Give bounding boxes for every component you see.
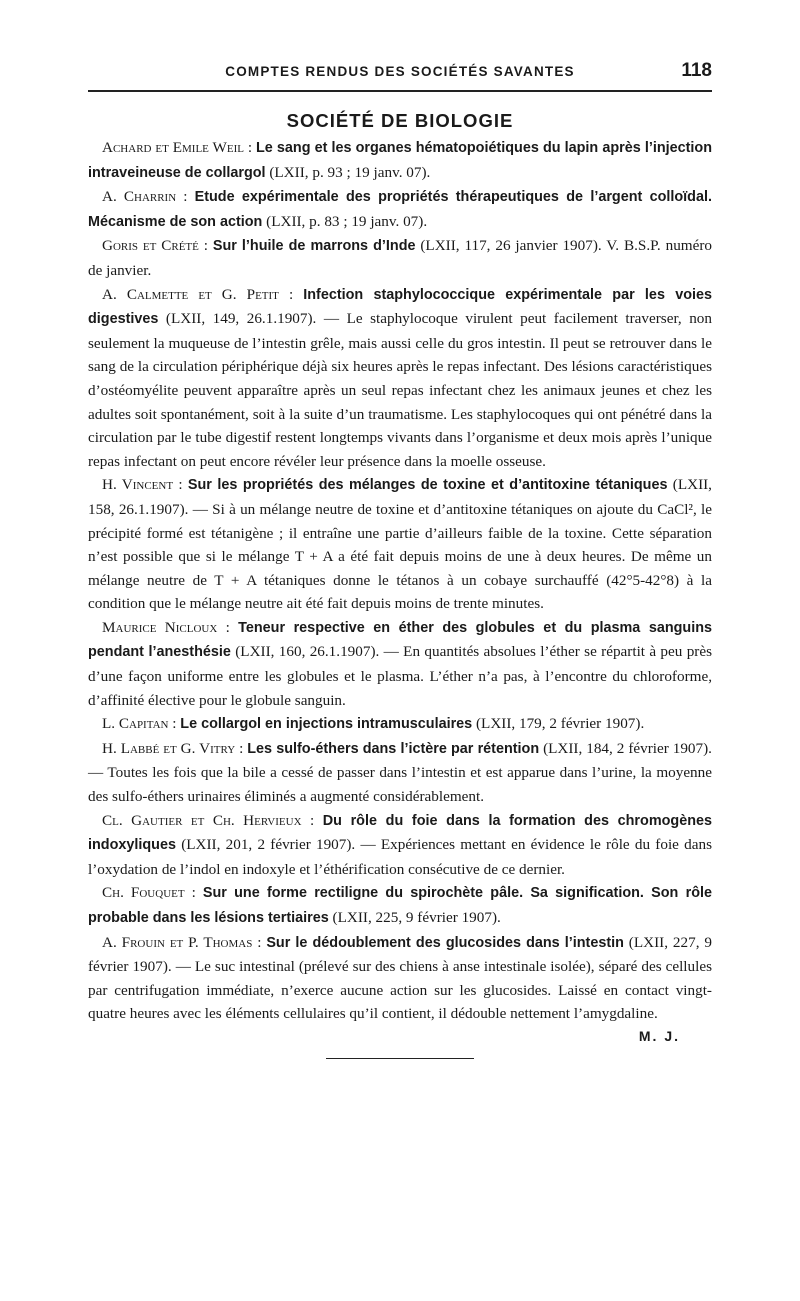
entry-body: — En quantités absolues l’éther se répartit à peu près d’une façon uniforme entre les globules et le plasma. L’éther n’a pas, à l’encontre du chloroforme, d’affinité élective pour le globule sanguin. — [88, 643, 712, 709]
entry: Goris et Crété : Sur l’huile de marrons d’Inde (LXII, 117, 26 janvier 1907). V. B.S.P. numéro de janvier. — [88, 237, 712, 279]
entry-list — [88, 136, 712, 1026]
entry-authors: A. Calmette et G. Petit — [102, 285, 279, 303]
end-rule — [326, 1058, 474, 1059]
entry-reference: (LXII, 117, 26 janvier 1907). V. B.S.P. numéro de janvier. — [88, 237, 712, 279]
entry-body: — Si à un mélange neutre de toxine et d’antitoxine tétaniques on ajoute du CaCl², le précipité formé est tétanigène ; il entraîne une partie d’ailleurs faible de la toxine. Cette séparation n’est possible que si le mélange T + A a été fait depuis moins de une à deux heures. De même un mélange neutre de T + A tétaniques donne le tétanos à un cobaye surchauffé (42°5-42°8) à la condition que le mélange neutre ait été fait depuis moins de trente minutes. — [88, 500, 713, 613]
entry-authors: Achard et Emile Weil — [102, 139, 244, 156]
entry: H. Vincent : Sur les propriétés des mélanges de toxine et d’antitoxine tétaniques (LXII, 158, 26.1.1907). — Si à un mélange neutre de toxine et d’antitoxine tétaniques on ajoute du CaCl², le précipité formé est tétanigène ; il entraîne une partie d’ailleurs faible de la toxine. Cette séparation n’est possible que si le mélange T + A a été fait depuis moins de une à deux heures. De même un mélange neutre de T + A tétaniques donne le tétanos à un cobaye surchauffé (42°5-42°8) à la condition que le mélange neutre ait été fait depuis moins de trente minutes. — [88, 476, 713, 613]
entry-title: Sur le dédoublement des glucosides dans l’intestin — [266, 934, 624, 951]
entry-reference: (LXII, 158, 26.1.1907). — [88, 476, 712, 518]
entry-title: Sur une forme rectiligne du spirochète pâle. Sa signification. Son rôle probable dans les lésions tertiaires — [88, 885, 712, 926]
running-title: COMPTES RENDUS DES SOCIÉTÉS SAVANTES — [225, 64, 575, 79]
page-number: 118 — [681, 60, 712, 81]
entry: H. Labbé et G. Vitry : Les sulfo-éthers dans l’ictère par rétention (LXII, 184, 2 février 1907). — Toutes les fois que la bile a cessé de passer dans l’intestin et est apparue dans l’urine, la moyenne des sulfo-éthers urinaires éliminés a augmenté considérablement. — [88, 739, 712, 806]
entry-reference: (LXII, p. 93 ; 19 janv. 07). — [265, 163, 431, 181]
entry: A. Frouin et P. Thomas : Sur le dédoublement des glucosides dans l’intestin (LXII, 227, 9 février 1907). — Le suc intestinal (prélevé sur des chiens à anse intestinale isolée), séparé des cellules par centrifugation immédiate, n’exerce aucune action sur les glucosides. Laissé en contact vingt-quatre heures avec les éléments cellulaires qu’il contient, il dédouble nettement l’amygdaline. — [88, 933, 712, 1023]
entry-authors: L. Capitan — [102, 715, 169, 733]
signature: M. J. — [638, 1027, 680, 1044]
entry-title: Sur les propriétés des mélanges de toxine et d’antitoxine tétaniques — [187, 477, 668, 494]
entry-reference: (LXII, 225, 9 février 1907). — [328, 909, 501, 926]
entry-body: — Le staphylocoque virulent peut facilement traverser, non seulement la muqueuse de l’intestin grêle, mais aussi celle du gros intestin. Il peut se retrouver dans le sang de la circulation périphérique déjà six heures après le repas infectant. Des lésions caractéristiques d’ostéomyélite peuvent apparaître après un seul repas infectant chez les animaux jeunes et chez les adultes soit spontanément, soit à la suite d’un traumatisme. Les staphylocoques qui ont pénétré dans la circulation par le tube digestif restent longtemps vivants dans l’organisme et deux mois après l’unique repas infectant on peut encore révéler leur présence dans la moelle osseuse. — [88, 310, 712, 470]
entry-title: Les sulfo-éthers dans l’ictère par rétention — [247, 740, 540, 757]
entry-reference: (LXII, 179, 2 février 1907). — [472, 715, 645, 733]
entry-authors: Ch. Fouquet — [102, 884, 185, 902]
entry-authors: A. Frouin et P. Thomas — [102, 933, 253, 951]
entry-reference: (LXII, p. 83 ; 19 janv. 07). — [262, 212, 428, 230]
entry-authors: Cl. Gautier et Ch. Hervieux — [102, 811, 302, 829]
entry-body: — Toutes les fois que la bile a cessé de passer dans l’intestin et est apparue dans l’urine, la moyenne des sulfo-éthers urinaires éliminés a augmenté considérablement. — [88, 764, 712, 806]
entry-authors: Goris et Crété — [102, 237, 199, 255]
entry: A. Charrin : Etude expérimentale des propriétés thérapeutiques de l’argent colloïdal. Mécanisme de son action (LXII, p. 83 ; 19 janv. 07). — [88, 188, 712, 230]
entry-reference: (LXII, 160, 26.1.1907). — [230, 643, 380, 661]
entry-authors: H. Vincent — [102, 476, 174, 494]
entry-authors: H. Labbé et G. Vitry — [102, 739, 236, 757]
entry-title: Sur l’huile de marrons d’Inde — [212, 238, 416, 255]
entry-title: Teneur respective en éther des globules et du plasma sanguins pendant l’anesthésie — [88, 619, 713, 661]
entry-authors: Maurice Nicloux — [102, 618, 218, 636]
entry-title: Etude expérimentale des propriétés thérapeutiques de l’argent colloïdal. Mécanisme de son action — [88, 189, 712, 230]
section-title: SOCIÉTÉ DE BIOLOGIE — [286, 110, 514, 131]
entry-title: Infection staphylococcique expérimentale par les voies digestives — [88, 286, 712, 328]
entry: Achard et Emile Weil : Le sang et les organes hématopoiétiques du lapin après l’injection intraveineuse de collargol (LXII, p. 93 ; 19 janv. 07). — [88, 139, 712, 181]
entry: Cl. Gautier et Ch. Hervieux : Du rôle du foie dans la formation des chromogènes indoxyliques (LXII, 201, 2 février 1907). — Expériences mettant en évidence le rôle du foie dans l’oxydation de l’indol en indoxyle et l’éthérification consécutive de ce dernier. — [88, 811, 712, 878]
entry-title: Le sang et les organes hématopoiétiques du lapin après l’injection intraveineuse de collargol — [88, 140, 712, 181]
entry-body: — Expériences mettant en évidence le rôle du foie dans l’oxydation de l’indol en indoxyle et l’éthérification consécutive de ce dernier. — [88, 836, 712, 878]
entry: Ch. Fouquet : Sur une forme rectiligne du spirochète pâle. Sa signification. Son rôle probable dans les lésions tertiaires (LXII, 225, 9 février 1907). — [88, 884, 712, 926]
entry: L. Capitan : Le collargol en injections intramusculaires (LXII, 179, 2 février 1907). — [102, 715, 645, 733]
running-header — [88, 62, 712, 92]
entry-reference: (LXII, 149, 26.1.1907). — [158, 310, 317, 328]
entry-reference: (LXII, 227, 9 février 1907). — [88, 933, 712, 976]
entry: Maurice Nicloux : Teneur respective en éther des globules et du plasma sanguins pendant l’anesthésie (LXII, 160, 26.1.1907). — En quantités absolues l’éther se répartit à peu près d’une façon uniforme entre les globules et le plasma. L’éther n’a pas, à l’encontre du chloroforme, d’affinité élective pour le globule sanguin. — [88, 618, 713, 709]
entry-body: — Le suc intestinal (prélevé sur des chiens à anse intestinale isolée), séparé des cellules par centrifugation immédiate, n’exerce aucune action sur les glucosides. Laissé en contact vingt-quatre heures avec les éléments cellulaires qu’il contient, il dédouble nettement l’amygdaline. — [88, 958, 712, 1023]
entry: A. Calmette et G. Petit : Infection staphylococcique expérimentale par les voies digestives (LXII, 149, 26.1.1907). — Le staphylocoque virulent peut facilement traverser, non seulement la muqueuse de l’intestin grêle, mais aussi celle du gros intestin. Il peut se retrouver dans le sang de la circulation périphérique déjà six heures après le repas infectant. Des lésions caractéristiques d’ostéomyélite peuvent apparaître après un seul repas infectant chez les animaux jeunes et chez les adultes soit spontanément, soit à la suite d’un traumatisme. Les staphylocoques qui ont pénétré dans la circulation par le tube digestif restent longtemps vivants dans l’organisme et deux mois après l’unique repas infectant on peut encore révéler leur présence dans la moelle osseuse. — [88, 285, 712, 470]
entry-reference: (LXII, 201, 2 février 1907). — [175, 836, 356, 854]
entry-title: Du rôle du foie dans la formation des chromogènes indoxyliques — [88, 812, 712, 854]
entry-authors: A. Charrin — [102, 188, 177, 206]
entry-reference: (LXII, 184, 2 février 1907). — [539, 739, 712, 757]
entry-title: Le collargol en injections intramusculaires — [180, 716, 473, 733]
